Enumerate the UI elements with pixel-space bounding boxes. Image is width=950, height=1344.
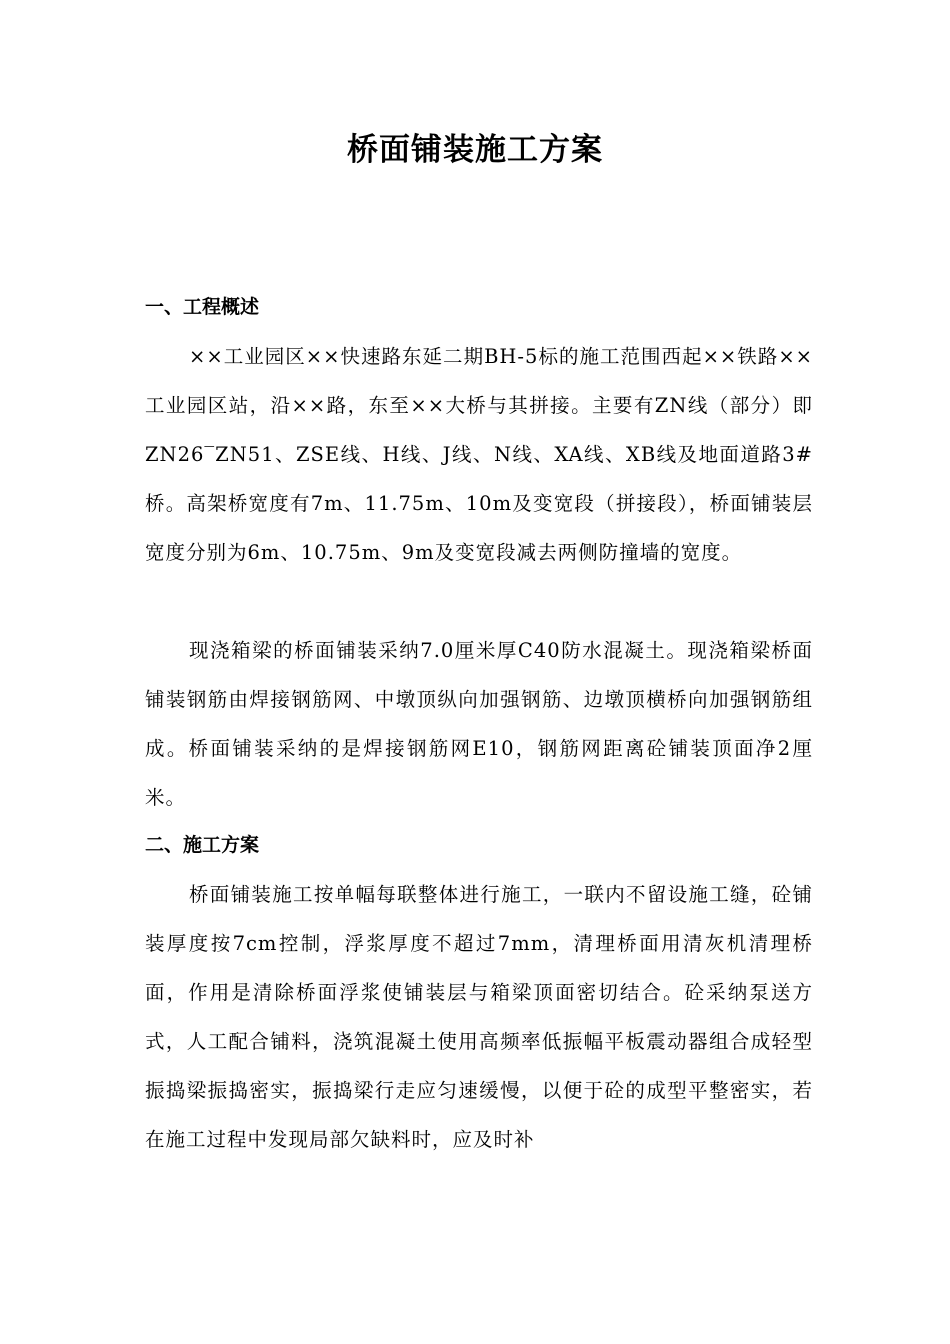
section-heading-construction-plan: 二、施工方案 bbox=[145, 834, 260, 856]
document-title: 桥面铺装施工方案 bbox=[347, 132, 603, 168]
paragraph-paving-rebar: 现浇箱梁的桥面铺装采纳7.0厘米厚C40防水混凝土。现浇箱梁桥面铺装钢筋由焊接钢筋网、中墩顶纵向加强钢筋、边墩顶横桥向加强钢筋组成。桥面铺装采纳的是焊接钢筋网E10，钢筋网距离砼铺装顶面净2厘米。 bbox=[145, 639, 813, 809]
paragraph-project-overview: ××工业园区××快速路东延二期BH-5标的施工范围西起××铁路××工业园区站，沿××路，东至××大桥与其拼接。主要有ZN线（部分）即ZN26‾ZN51、ZSE线、H线、J线、N线、XA线、XB线及地面道路3#桥。高架桥宽度有7m、11.75m、10m及变宽段（拼接段），桥面铺装层宽度分别为6m、10.75m、9m及变宽段减去两侧防撞墙的宽度。 bbox=[145, 345, 813, 564]
paragraph-construction-method: 桥面铺装施工按单幅每联整体进行施工，一联内不留设施工缝，砼铺装厚度按7cm控制，浮浆厚度不超过7mm，清理桥面用清灰机清理桥面，作用是清除桥面浮浆使铺装层与箱梁顶面密切结合。砼采纳泵送方式，人工配合铺料，浇筑混凝土使用高频率低振幅平板震动器组合成轻型振捣梁振捣密实，振捣梁行走应匀速缓慢，以便于砼的成型平整密实，若在施工过程中发现局部欠缺料时，应及时补 bbox=[145, 883, 813, 1151]
section-heading-overview: 一、工程概述 bbox=[145, 296, 260, 318]
